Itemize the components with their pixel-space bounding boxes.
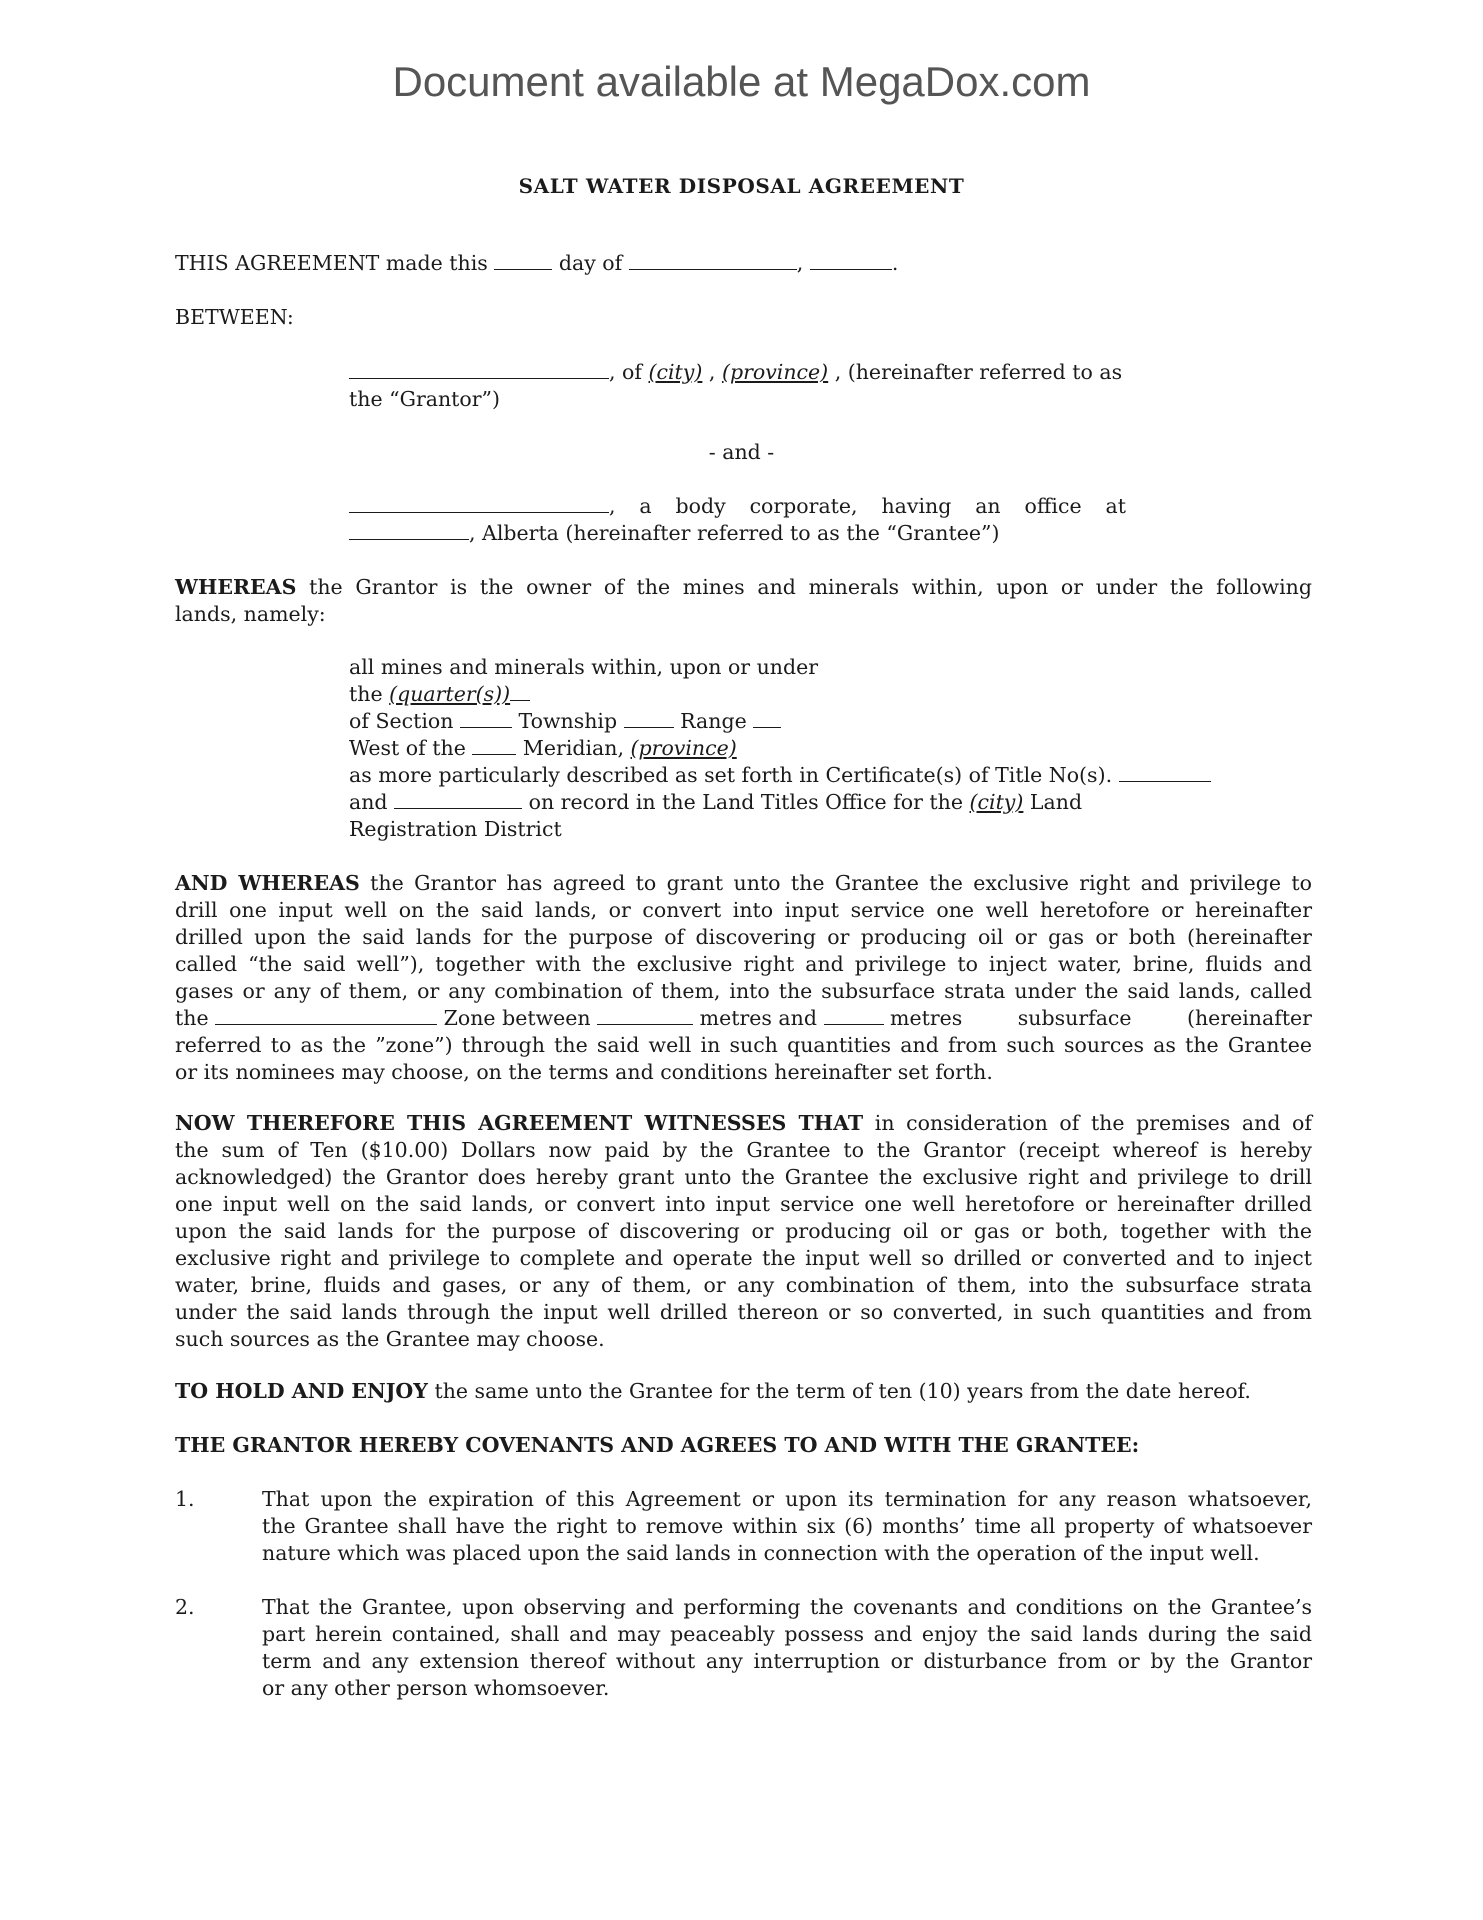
and-whereas-paragraph	[175, 870, 1312, 1086]
word: a	[639, 494, 652, 518]
text: the	[349, 682, 383, 706]
grantor-city: (city)	[648, 360, 703, 384]
covenant-item-1	[262, 1486, 1312, 1567]
text: in consideration of the premises and of	[874, 1111, 1312, 1135]
zone-name-blank	[215, 1005, 437, 1025]
line	[175, 1110, 1312, 1137]
day-of-text: day of	[558, 251, 623, 275]
month-blank	[629, 250, 797, 270]
line: such sources as the Grantee may choose.	[175, 1327, 605, 1351]
text: subsurface	[1017, 1006, 1132, 1030]
word: having	[881, 494, 952, 518]
day-blank	[494, 250, 552, 270]
line: referred to as the ”zone”) through the said well in such quantities and from such sources as the Grantee	[175, 1033, 1312, 1057]
line	[175, 870, 1312, 897]
grantee-name-blank	[349, 493, 609, 513]
range-blank	[753, 708, 781, 728]
lands-line-4	[349, 735, 737, 762]
grantee-line-1	[349, 493, 1126, 520]
line	[175, 574, 1312, 601]
year-blank	[810, 250, 892, 270]
lands-line-1: all mines and minerals within, upon or under	[349, 655, 819, 679]
grantee-line-2	[349, 520, 999, 547]
line: drill one input well on the said lands, or convert into input service one well heretofore or hereinafter	[175, 898, 1312, 922]
opening-text: THIS AGREEMENT made this	[175, 251, 488, 275]
separator: ,	[708, 360, 716, 384]
to-hold-lead: TO HOLD AND ENJOY	[175, 1379, 428, 1403]
lands-province: (province)	[630, 736, 737, 760]
now-therefore-paragraph	[175, 1110, 1312, 1353]
and-separator: - and -	[708, 440, 775, 464]
depth-to-blank	[824, 1005, 884, 1025]
lands-line-7: Registration District	[349, 817, 562, 841]
line: That the Grantee, upon observing and performing the covenants and conditions on the Grantee’s	[262, 1595, 1312, 1619]
word: at	[1105, 494, 1126, 518]
line: the sum of Ten ($10.00) Dollars now paid by the Grantee to the Grantor (receipt whereof is hereby	[175, 1138, 1312, 1162]
text: on record in the Land Titles Office for the	[528, 790, 963, 814]
text: Township	[518, 709, 618, 733]
zone-line	[175, 1005, 1312, 1032]
line: That upon the expiration of this Agreement or upon its termination for any reason whatsoever,	[262, 1487, 1312, 1511]
quarters-field: (quarter(s))	[389, 682, 511, 706]
text: and	[349, 790, 388, 814]
whereas-paragraph	[175, 574, 1312, 628]
text: as more particularly described as set forth in Certificate(s) of Title No(s).	[349, 763, 1113, 787]
title-no-blank-2	[394, 789, 522, 809]
line: acknowledged) the Grantor does hereby grant unto the Grantee the exclusive right and privilege to drill	[175, 1165, 1312, 1189]
text: the	[175, 1006, 209, 1030]
line: or any other person whomsoever.	[262, 1676, 610, 1700]
line: water, brine, fluids and gases, or any of them, or any combination of them, into the subsurface strata	[175, 1273, 1312, 1297]
line: called “the said well”), together with the exclusive right and privilege to inject water, brine, fluids and	[175, 952, 1312, 976]
lands-line-6	[349, 789, 1082, 816]
text: the same unto the Grantee for the term of ten (10) years from the date hereof.	[434, 1379, 1251, 1403]
whereas-lead: WHEREAS	[175, 575, 297, 599]
line: term and any extension thereof without any interruption or disturbance from or by the Grantor	[262, 1649, 1312, 1673]
text: the Grantor has agreed to grant unto the Grantee the exclusive right and privilege to	[370, 871, 1312, 895]
opening-line	[175, 250, 898, 277]
text: of Section	[349, 709, 454, 733]
between-label: BETWEEN:	[175, 305, 294, 329]
text: (hereinafter	[1186, 1006, 1312, 1030]
text: the Grantor is the owner of the mines and minerals within, upon or under the following	[309, 575, 1312, 599]
text: Zone between	[443, 1006, 591, 1030]
and-whereas-lead: AND WHEREAS	[175, 871, 360, 895]
grantor-province: (province)	[721, 360, 829, 384]
grantee-city-blank	[349, 520, 469, 540]
word: body	[675, 494, 726, 518]
line: exclusive right and privilege to complete and operate the input well so drilled or converted and to inject	[175, 1246, 1312, 1270]
word: an	[975, 494, 1001, 518]
text: West of the	[349, 736, 466, 760]
to-hold-paragraph	[175, 1378, 1251, 1405]
covenants-heading: THE GRANTOR HEREBY COVENANTS AND AGREES TO AND WITH THE GRANTEE:	[175, 1433, 1140, 1457]
item-number: 2.	[175, 1595, 195, 1619]
period: .	[891, 251, 899, 275]
line: under the said lands through the input well drilled thereon or so converted, in such quantities and from	[175, 1300, 1312, 1324]
text: metres and	[699, 1006, 817, 1030]
line: upon the said lands for the purpose of discovering or producing oil or gas or both, together with the	[175, 1219, 1312, 1243]
text: Land	[1029, 790, 1083, 814]
item-number: 1.	[175, 1487, 195, 1511]
line: drilled upon the said lands for the purpose of discovering or producing oil or gas or both (hereinafter	[175, 925, 1312, 949]
line: or its nominees may choose, on the terms and conditions hereinafter set forth.	[175, 1060, 993, 1084]
covenant-item-2	[262, 1594, 1312, 1702]
lands-line-2	[349, 681, 530, 708]
word: ,	[609, 494, 616, 518]
grantor-line-2: the “Grantor”)	[349, 387, 501, 411]
text: Range	[680, 709, 747, 733]
text: metres	[890, 1006, 963, 1030]
document-title: SALT WATER DISPOSAL AGREEMENT	[518, 174, 965, 198]
word: corporate,	[749, 494, 858, 518]
grantor-line-1	[349, 359, 1126, 386]
line: lands, namely:	[175, 602, 326, 626]
line: one input well on the said lands, or convert into input service one well heretofore or hereinafter drilled	[175, 1192, 1312, 1216]
lands-city: (city)	[969, 790, 1024, 814]
meridian-blank	[472, 735, 516, 755]
lands-line-3	[349, 708, 781, 735]
lands-line-5	[349, 762, 1211, 789]
now-therefore-lead: NOW THEREFORE THIS AGREEMENT WITNESSES THAT	[175, 1111, 864, 1135]
line: gases or any of them, or any combination of them, into the subsurface strata under the said lands, called	[175, 979, 1312, 1003]
of-text: , of	[609, 360, 642, 384]
title-no-blank	[1119, 762, 1211, 782]
line: part herein contained, shall and may peaceably possess and enjoy the said lands during the said	[262, 1622, 1312, 1646]
line: the Grantee shall have the right to remove within six (6) months’ time all property of whatsoever	[262, 1514, 1312, 1538]
line: nature which was placed upon the said lands in connection with the operation of the input well.	[262, 1541, 1260, 1565]
section-blank	[460, 708, 512, 728]
watermark: Document available at MegaDox.com	[392, 58, 1091, 105]
referred-text: , (hereinafter referred to as	[834, 360, 1123, 384]
grantor-name-blank	[349, 359, 609, 379]
grantee-line-2-text: , Alberta (hereinafter referred to as the “Grantee”)	[469, 521, 1000, 545]
depth-from-blank	[597, 1005, 693, 1025]
text: Meridian,	[522, 736, 624, 760]
comma: ,	[796, 251, 804, 275]
word: office	[1024, 494, 1082, 518]
blank	[510, 681, 530, 701]
township-blank	[624, 708, 674, 728]
